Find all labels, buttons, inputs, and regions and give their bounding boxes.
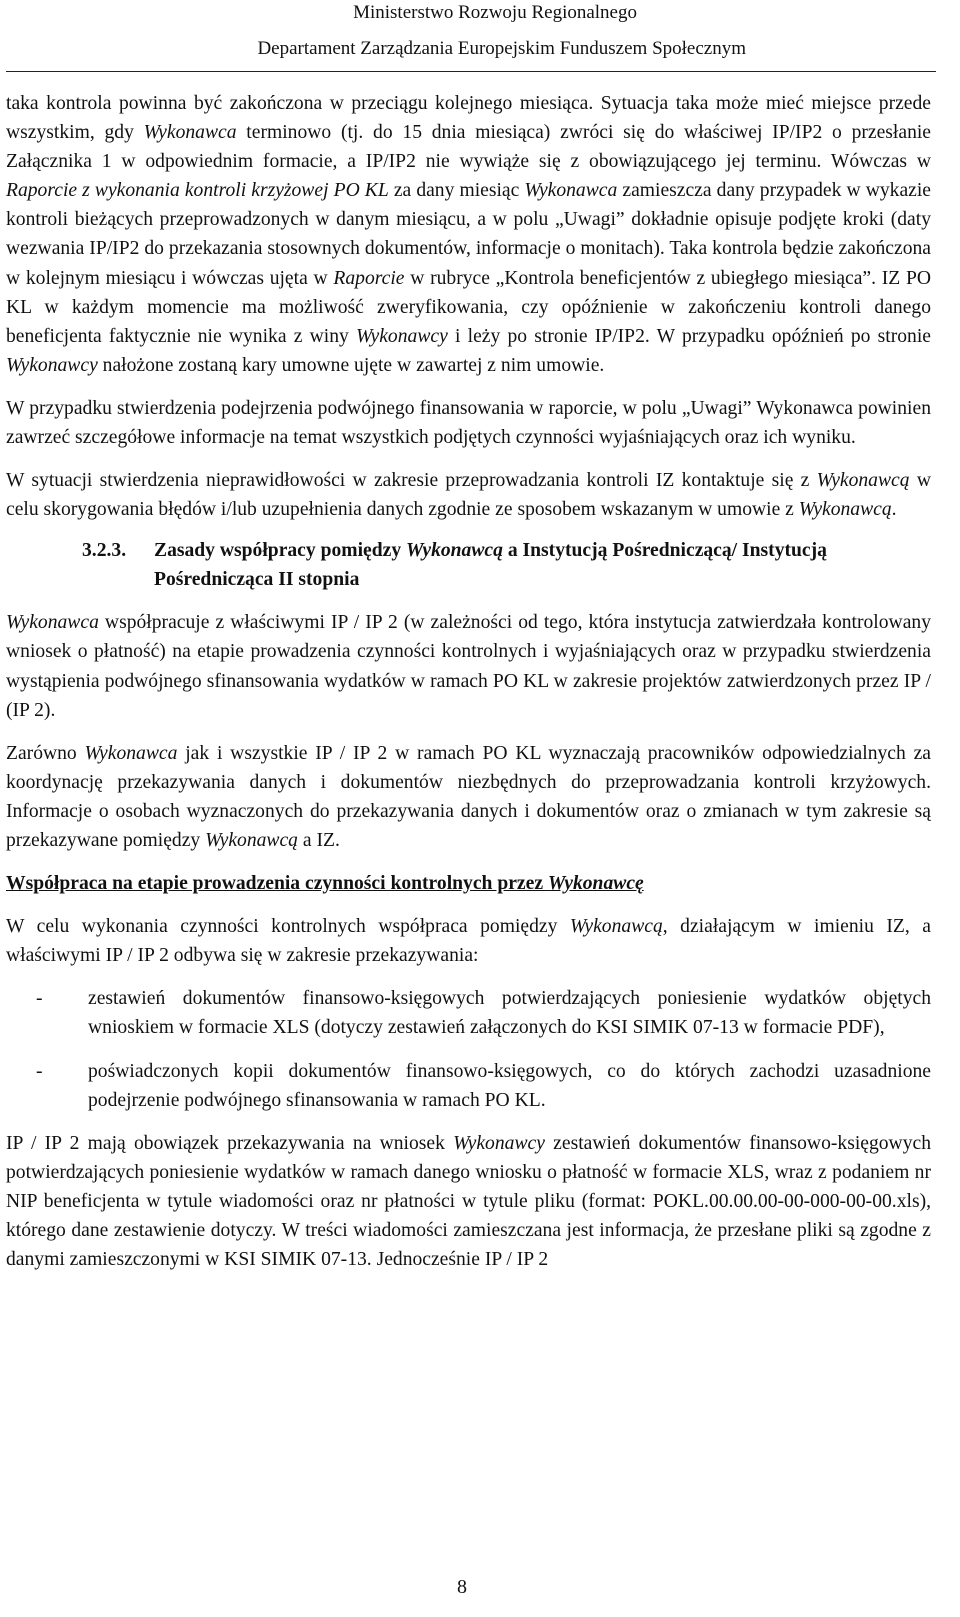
paragraph-3 bbox=[6, 466, 931, 524]
paragraph-5 bbox=[6, 739, 931, 855]
text-run: współpracuje z właściwymi IP / IP 2 (w zależności od tego, która instytucja zatwierdzała kontrolowany wniosek o płatność) na etapie prowadzenia czynności kontrolnych i wyjaśniających oraz w przypadku stwierdzenia wystąpienia podwójnego sfinansowania wydatków w ramach PO KL w zakresie projektów zatwierdzonych przez IP / (IP 2). bbox=[6, 612, 931, 721]
italic-text-run: Wykonawcą bbox=[205, 829, 298, 851]
text-run: a Instytucją Pośredniczącą/ Instytucją Pośrednicząca II stopnia bbox=[154, 540, 827, 591]
text-run: Zasady współpracy pomiędzy bbox=[154, 540, 407, 562]
text-run: a IZ. bbox=[297, 829, 340, 851]
italic-text-run: Raporcie bbox=[333, 267, 405, 289]
text-run: . bbox=[891, 499, 897, 521]
text-run: za dany miesiąc bbox=[388, 180, 525, 202]
text-run: taka kontrola powinna być zakończona w przeciągu kolejnego miesiąca. Sytuacja taka może mieć miejsce przede wszystkim, gdy bbox=[6, 93, 931, 144]
text-run: jak i wszystkie IP / IP 2 w ramach PO KL wyznaczają pracowników odpowiedzialnych za koordynację przekazywania danych i dokumentów niezbędnych do przeprowadzania kontroli krzyżowych. Informacje o osobach wyznaczonych do przekazywania danych i dokumentów oraz o zmianach w tym zakresie są przekazywane pomiędzy bbox=[6, 742, 931, 851]
paragraph-7 bbox=[6, 1129, 931, 1274]
paragraph-1 bbox=[6, 89, 931, 380]
section-number: 3.2.3. bbox=[82, 540, 127, 562]
text-run: W sytuacji stwierdzenia nieprawidłowości w zakresie przeprowadzania kontroli IZ kontaktuje się z bbox=[6, 470, 817, 492]
paragraph-2 bbox=[6, 394, 931, 452]
document-body bbox=[6, 89, 931, 1274]
text-run: i leży po stronie IP/IP2. W przypadku opóźnień po stronie bbox=[447, 325, 931, 347]
bullet-text: poświadczonych kopii dokumentów finansowo-księgowych, co do których zachodzi uzasadnione podejrzenie podwójnego sfinansowania w ramach PO KL. bbox=[88, 1060, 931, 1111]
italic-text-run: Wykonawca bbox=[84, 742, 178, 764]
list-item bbox=[6, 984, 931, 1042]
text-run: W przypadku stwierdzenia podejrzenia podwójnego finansowania w raporcie, w polu „Uwagi” Wykonawca powinien zawrzeć szczegółowe informacje na temat wszystkich podjętych czynności wyjaśniających oraz ich wyniku. bbox=[6, 397, 931, 449]
italic-text-run: Wykonawcy bbox=[356, 325, 448, 347]
italic-text-run: Wykonawca bbox=[143, 122, 237, 144]
header-ministry: Ministerstwo Rozwoju Regionalnego bbox=[353, 2, 637, 23]
section-title bbox=[154, 536, 931, 594]
italic-text-run: Wykonawcą bbox=[816, 470, 910, 492]
header-department: Departament Zarządzania Europejskim Funduszem Społecznym bbox=[257, 38, 746, 59]
italic-text-run: Wykonawcy bbox=[6, 354, 98, 376]
subheading bbox=[6, 869, 931, 898]
italic-text-run: Wykonawca bbox=[6, 612, 99, 634]
section-heading bbox=[6, 536, 931, 594]
italic-text-run: Wykonawcą bbox=[569, 916, 663, 938]
text-run: terminowo (tj. do 15 dnia miesiąca) zwróci się do właściwej IP/IP2 o przesłanie Załącznika 1 w odpowiednim formacie, a IP/IP2 nie wywiąże się z obowiązującego jej terminu. Wówczas w bbox=[6, 122, 932, 173]
bullet-dash: - bbox=[36, 988, 43, 1010]
text-run: Zarówno bbox=[6, 742, 85, 764]
text-run: w celu skorygowania błędów i/lub uzupełnienia danych zgodnie ze sposobem wskazanym w umowie z bbox=[6, 470, 931, 521]
bullet-text: zestawień dokumentów finansowo-księgowych potwierdzających poniesienie wydatków objętych wnioskiem w formacie XLS (dotyczy zestawień załączonych do KSI SIMIK 07-13 w formacie PDF), bbox=[88, 988, 931, 1039]
italic-text-run: Wykonawcą bbox=[406, 540, 503, 562]
bullet-list bbox=[6, 984, 931, 1114]
text-run: zestawień dokumentów finansowo-księgowych potwierdzających poniesienie wydatków w ramach danego wniosku o płatność w formacie XLS, wraz z podaniem nr NIP beneficjenta w tytule wiadomości oraz nr płatności w tytule pliku (format: POKL.00.00.00-00-000-00-00.xls), którego dane zestawienie dotyczy. W treści wiadomości zamieszczana jest informacja, że przesłane pliki są zgodne z danymi zamieszczonymi w KSI SIMIK 07-13. Jednocześnie IP / IP 2 bbox=[6, 1132, 931, 1271]
italic-text-run: Wykonawcę bbox=[547, 873, 644, 895]
italic-text-run: Wykonawcą bbox=[798, 499, 892, 521]
text-run: nałożone zostaną kary umowne ujęte w zawartej z nim umowie. bbox=[97, 354, 605, 376]
header-rule bbox=[6, 71, 936, 72]
bullet-dash: - bbox=[36, 1060, 43, 1082]
text-run: W celu wykonania czynności kontrolnych współpraca pomiędzy bbox=[6, 916, 570, 938]
italic-text-run: Raporcie z wykonania kontroli krzyżowej PO KL bbox=[6, 180, 389, 202]
italic-text-run: Wykonawca bbox=[524, 180, 618, 202]
paragraph-6 bbox=[6, 912, 931, 970]
text-run: w rubryce „Kontrola beneficjentów z ubiegłego miesiąca”. IZ PO KL w każdym momencie ma możliwość zweryfikowania, czy opóźnienie w zakończeniu kontroli danego beneficjenta faktycznie nie wynika z winy bbox=[6, 267, 931, 347]
paragraph-4 bbox=[6, 608, 931, 724]
italic-text-run: Wykonawcy bbox=[453, 1132, 545, 1154]
page-number: 8 bbox=[457, 1576, 467, 1598]
list-item bbox=[6, 1057, 931, 1115]
text-run: IP / IP 2 mają obowiązek przekazywania na wniosek bbox=[6, 1132, 454, 1154]
text-run: Współpraca na etapie prowadzenia czynności kontrolnych przez bbox=[6, 873, 548, 895]
text-run: , działającym w imieniu IZ, a właściwymi IP / IP 2 odbywa się w zakresie przekazywania: bbox=[6, 916, 931, 967]
text-run: zamieszcza dany przypadek w wykazie kontroli bieżących przeprowadzonych w danym miesiącu, a w polu „Uwagi” dokładnie opisuje podjęte kroki (daty wezwania IP/IP2 do przekazania stosownych dokumentów, informacje o monitach). Taka kontrola będzie zakończona w kolejnym miesiącu i wówczas ujęta w bbox=[6, 180, 931, 289]
